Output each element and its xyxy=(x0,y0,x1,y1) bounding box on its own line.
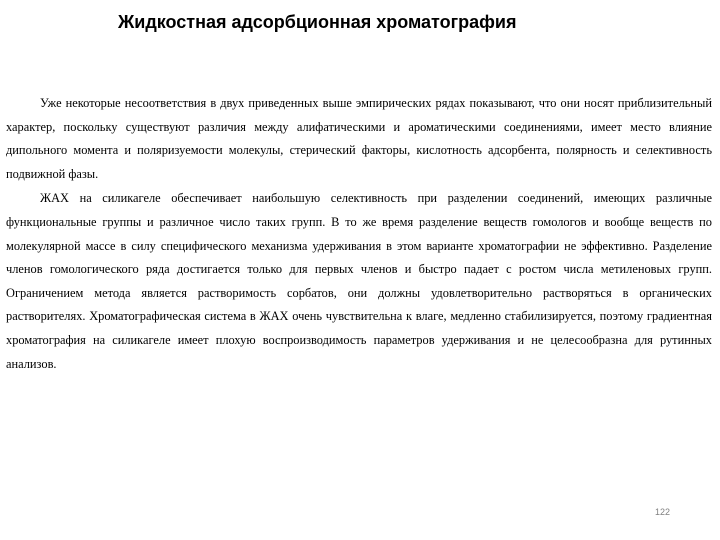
paragraph-1: Уже некоторые несоответствия в двух приведенных выше эмпирических рядах показывают, что они носят приблизительный характер, поскольку существуют различия между алифатическими и ароматическими соединениями, имеет место влияние дипольного момента и поляризуемости молекулы, стерический факторы, кислотность адсорбента, полярность и селективность подвижной фазы. xyxy=(6,96,712,181)
page-number: 122 xyxy=(655,507,671,517)
slide-title: Жидкостная адсорбционная хроматография xyxy=(118,12,517,32)
paragraph-2: ЖАХ на силикагеле обеспечивает наибольшую селективность при разделении соединений, имеющих различные функциональные группы и различное число таких групп. В то же время разделение веществ гомологов и вообще веществ по молекулярной массе в силу специфического механизма удерживания в этом варианте хроматографии не эффективно. Разделение членов гомологического ряда достигается только для первых членов и быстро падает с ростом числа метиленовых групп. Ограничением метода является растворимость сорбатов, они должны удовлетворительно растворяться в органических растворителях. Хроматографическая система в ЖАХ очень чувствительна к влаге, медленно стабилизируется, поэтому градиентная хроматография на силикагеле имеет плохую воспроизводимость параметров удерживания и не целесообразна для рутинных анализов. xyxy=(6,191,712,371)
body-text xyxy=(6,92,712,377)
